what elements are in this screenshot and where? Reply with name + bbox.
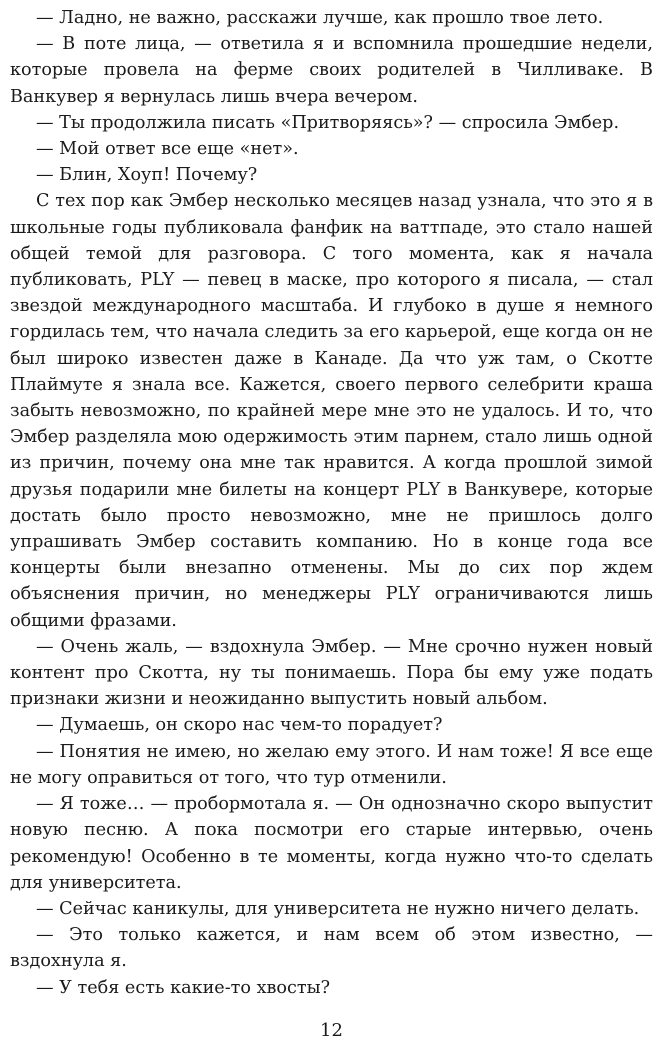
- paragraph-8: — Думаешь, он скоро нас чем-то порадует?: [36, 715, 443, 736]
- paragraph-13: — У тебя есть какие-то хвосты?: [36, 977, 331, 998]
- paragraph-4: — Мой ответ все еще «нет».: [36, 139, 299, 160]
- paragraph-9: — Понятия не имею, но желаю ему этого. И нам тоже! Я все еще не могу оправиться от того, что тур отменили.: [10, 741, 653, 788]
- page-number: 12: [320, 1020, 343, 1041]
- paragraph-6: С тех пор как Эмбер несколько месяцев назад узнала, что это я в школьные годы публиковала фанфик на ваттпаде, это стало нашей общей темой для разговора. С того момента, как я начала публиковать, PLY — певец в маске, про которого я писала, — стал звездой международного масштаба. И глубоко в душе я немного гордилась тем, что начала следить за его карьерой, еще когда он не был широко известен даже в Канаде. Да что уж там, о Скотте Плаймуте я знала все. Кажется, своего первого селебрити краша забыть невозможно, по крайней мере мне это не удалось. И то, что Эмбер разделяла мою одержимость этим парнем, стало лишь одной из причин, почему она мне так нравится. А когда прошлой зимой друзья подарили мне билеты на концерт PLY в Ванкувере, которые достать было просто невозможно, мне не пришлось долго упрашивать Эмбер составить компанию. Но в конце года все концерты были внезапно отменены. Мы до сих пор ждем объяснения причин, но менеджеры PLY ограничиваются лишь общими фразами.: [10, 191, 653, 631]
- paragraph-3: — Ты продолжила писать «Притворяясь»? — спросила Эмбер.: [36, 112, 620, 133]
- paragraph-2: — В поте лица, — ответила я и вспомнила прошедшие недели, которые провела на ферме своих родителей в Чилливаке. В Ванкувер я вернулась лишь вчера вечером.: [10, 34, 653, 107]
- paragraph-7: — Очень жаль, — вздохнула Эмбер. — Мне срочно нужен новый контент про Скотта, ну ты понимаешь. Пора бы ему уже подать признаки жизни и неожиданно выпустить новый альбом.: [10, 636, 653, 710]
- page-text: [10, 5, 653, 1001]
- paragraph-10: — Я тоже… — пробормотала я. — Он однозначно скоро выпустит новую песню. А пока посмотри его старые интервью, очень рекомендую! Особенно в те моменты, когда нужно что-то сделать для университета.: [10, 794, 653, 893]
- paragraph-1: — Ладно, не важно, расскажи лучше, как прошло твое лето.: [36, 8, 604, 28]
- paragraph-11: — Сейчас каникулы, для университета не нужно ничего делать.: [36, 898, 640, 919]
- paragraph-5: — Блин, Хоуп! Почему?: [36, 165, 258, 186]
- paragraph-12: — Это только кажется, и нам всем об этом известно, — вздохнула я.: [10, 925, 653, 972]
